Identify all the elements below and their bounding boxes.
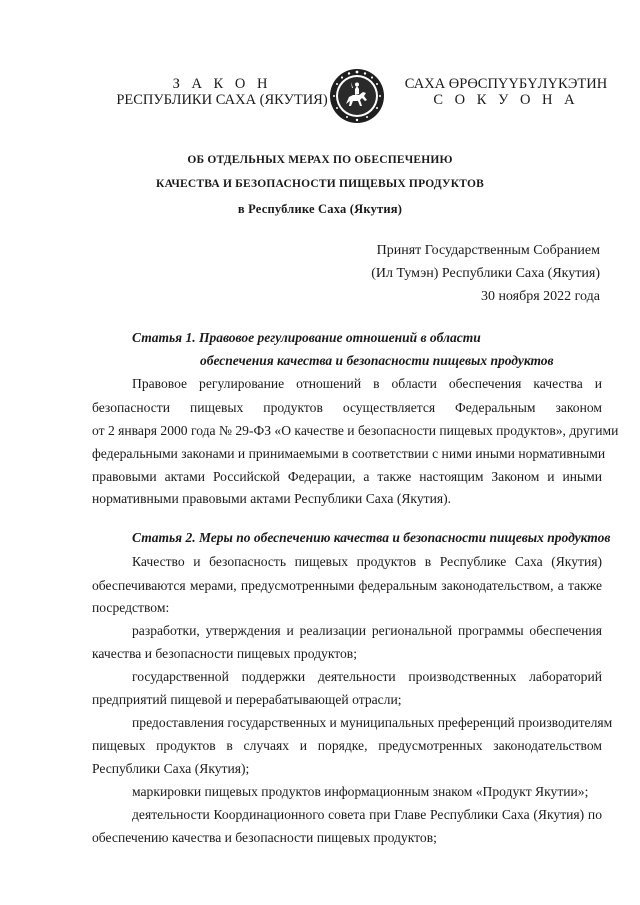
article-1-text-line: правовыми актами Российской Федерации, а также настоящим Законом и иными	[92, 469, 602, 484]
article-2-list-item: деятельности Координационного совета при Главе Республики Саха (Якутия) по	[132, 807, 602, 822]
article-1-text-line: от 2 января 2000 года № 29-ФЗ «О качестве и безопасности пищевых продуктов», другими	[92, 423, 619, 438]
article-2-list-item-cont: качества и безопасности пищевых продуктов;	[92, 646, 358, 661]
article-1-title-line-1: Статья 1. Правовое регулирование отношений в области	[132, 330, 481, 345]
article-1-text-line: безопасности пищевых продуктов осуществляется Федеральным законом	[92, 400, 602, 415]
article-2-list-item-cont: пищевых продуктов в случаях и порядке, предусмотренных законодательством	[92, 738, 602, 753]
adopted-by-line-1: Принят Государственным Собранием	[376, 243, 600, 258]
article-2-list-item-cont: Республики Саха (Якутия);	[92, 761, 250, 776]
republic-name-sakha: САХА ӨРӨСПҮҮБҮЛҮКЭТИН	[404, 76, 608, 92]
header-right	[396, 76, 616, 108]
article-1-text-line: федеральными законами и принимаемыми в соответствии с ними иными нормативными	[92, 446, 606, 461]
article-2-text-line: посредством:	[92, 600, 170, 615]
republic-name-ru: РЕСПУБЛИКИ САХА (ЯКУТИЯ)	[116, 92, 328, 108]
law-title-line-3: в Республике Саха (Якутия)	[237, 202, 403, 216]
article-2-list-item: предоставления государственных и муниципальных преференций производителям	[132, 715, 613, 730]
adopted-by-line-2: (Ил Тумэн) Республики Саха (Якутия)	[371, 266, 600, 281]
article-2-list-item: разработки, утверждения и реализации региональной программы обеспечения	[132, 623, 602, 638]
article-1-title-line-2: обеспечения качества и безопасности пищевых продуктов	[200, 353, 554, 368]
coat-of-arms-seal-icon	[329, 68, 385, 124]
article-2-list-item-cont: предприятий пищевой и перерабатывающей отрасли;	[92, 692, 402, 707]
article-2-list-item: государственной поддержки деятельности производственных лабораторий	[132, 669, 602, 684]
article-1-text-line: Правовое регулирование отношений в области обеспечения качества и	[132, 376, 602, 391]
header-left	[112, 76, 332, 108]
adoption-date: 30 ноября 2022 года	[480, 289, 600, 304]
law-title-line-1: ОБ ОТДЕЛЬНЫХ МЕРАХ ПО ОБЕСПЕЧЕНИЮ	[187, 154, 453, 166]
law-label-ru: З А К О Н	[172, 76, 272, 92]
article-2-title: Статья 2. Меры по обеспечению качества и безопасности пищевых продуктов	[132, 530, 611, 545]
article-1-text-line: нормативными правовыми актами Республики Саха (Якутия).	[92, 491, 452, 506]
article-2-list-item-cont: обеспечению качества и безопасности пищевых продуктов;	[92, 830, 437, 845]
article-2-list-item: маркировки пищевых продуктов информационным знаком «Продукт Якутии»;	[132, 784, 589, 799]
law-label-sakha: С О К У О Н А	[433, 92, 579, 108]
law-title-line-2: КАЧЕСТВА И БЕЗОПАСНОСТИ ПИЩЕВЫХ ПРОДУКТОВ	[156, 178, 484, 190]
article-2-text-line: обеспечиваются мерами, предусмотренными федеральным законодательством, а также	[92, 578, 602, 593]
article-2-text-line: Качество и безопасность пищевых продуктов в Республике Саха (Якутия)	[132, 554, 602, 569]
